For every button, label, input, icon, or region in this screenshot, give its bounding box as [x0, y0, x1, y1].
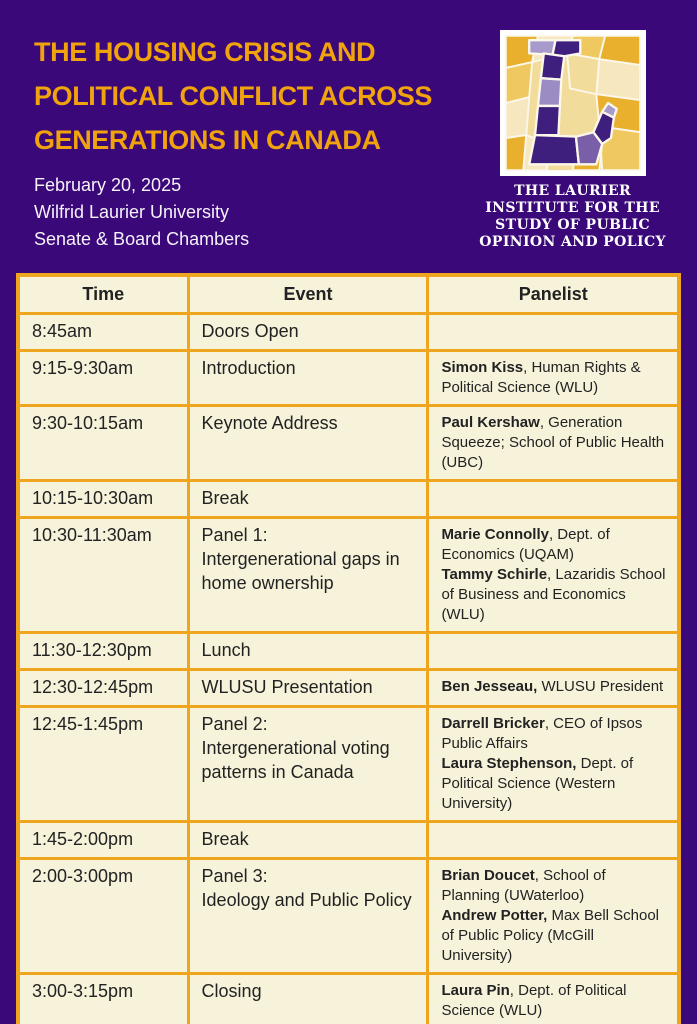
panelist-details: , Lazaridis School of Business and Economics (WLU) — [441, 566, 666, 623]
header-text-block — [34, 30, 462, 253]
event-cell — [188, 314, 428, 351]
panelist-name: Laura Pin — [441, 982, 510, 999]
institute-name — [479, 183, 666, 251]
panelist-name: Brian Doucet — [441, 867, 535, 884]
panelist-entry — [441, 866, 667, 906]
event-venue: Senate & Board Chambers — [34, 229, 250, 249]
time-cell: 1:45-2:00pm — [18, 822, 188, 859]
panelist-name: Andrew Potter, — [441, 907, 548, 924]
event-cell — [188, 707, 428, 822]
panelist-details: , Generation Squeeze; School of Public Health (UBC) — [441, 414, 665, 471]
event-line: Closing — [201, 981, 262, 1001]
panelist-entry — [441, 906, 667, 966]
table-row — [18, 859, 679, 974]
event-line: Intergenerational voting patterns in Canada — [201, 738, 390, 782]
schedule-table — [16, 273, 681, 1024]
panelist-details: , CEO of Ipsos Public Affairs — [441, 715, 643, 752]
time-cell: 2:00-3:00pm — [18, 859, 188, 974]
institute-name-line: THE LAURIER — [514, 183, 632, 199]
panelist-entry — [441, 981, 667, 1021]
event-line: Keynote Address — [201, 413, 338, 433]
table-header-row — [18, 275, 679, 314]
event-cell — [188, 633, 428, 670]
table-row — [18, 707, 679, 822]
panelist-entry — [441, 358, 667, 398]
event-location: Wilfrid Laurier University — [34, 202, 230, 222]
institute-name-line: INSTITUTE FOR THE — [485, 200, 660, 216]
time-cell: 12:30-12:45pm — [18, 670, 188, 707]
panelist-cell — [428, 518, 679, 633]
panelist-entry — [441, 565, 667, 625]
panelist-details: , Human Rights & Political Science (WLU) — [441, 359, 641, 396]
table-row — [18, 406, 679, 481]
column-header-time: Time — [18, 275, 188, 314]
event-line: Break — [201, 488, 249, 508]
title-line: THE HOUSING CRISIS AND — [34, 37, 376, 67]
event-line: Break — [201, 829, 249, 849]
event-line: Doors Open — [201, 321, 299, 341]
table-row — [18, 481, 679, 518]
event-cell — [188, 481, 428, 518]
panelist-cell — [428, 481, 679, 518]
event-line: Ideology and Public Policy — [201, 890, 412, 910]
panelist-entry — [441, 413, 667, 473]
panelist-name: Ben Jesseau, — [441, 678, 538, 695]
table-row — [18, 518, 679, 633]
event-date: February 20, 2025 — [34, 175, 182, 195]
event-cell — [188, 859, 428, 974]
event-cell — [188, 518, 428, 633]
panelist-name: Laura Stephenson, — [441, 755, 577, 772]
event-cell — [188, 406, 428, 481]
panelist-cell — [428, 351, 679, 406]
title-line: GENERATIONS IN CANADA — [34, 125, 381, 155]
panelist-details: , School of Planning (UWaterloo) — [441, 867, 606, 904]
event-line: Introduction — [201, 358, 296, 378]
time-cell: 3:00-3:15pm — [18, 974, 188, 1024]
event-line: Panel 1: — [201, 525, 268, 545]
event-cell — [188, 670, 428, 707]
table-row — [18, 822, 679, 859]
institute-name-line: STUDY OF PUBLIC — [495, 217, 651, 233]
time-cell: 10:30-11:30am — [18, 518, 188, 633]
panelist-entry — [441, 754, 667, 814]
event-line: Intergenerational gaps in home ownership — [201, 549, 400, 593]
event-cell — [188, 822, 428, 859]
table-row — [18, 974, 679, 1024]
panelist-entry — [441, 714, 667, 754]
page-title — [34, 30, 462, 162]
time-cell: 12:45-1:45pm — [18, 707, 188, 822]
panelist-entry — [441, 677, 667, 697]
event-cell — [188, 351, 428, 406]
panelist-details: WLUSU President — [537, 678, 664, 695]
column-header-event: Event — [188, 275, 428, 314]
event-cell — [188, 974, 428, 1024]
schedule-table-body — [18, 314, 679, 1024]
panelist-name: Darrell Bricker — [441, 715, 545, 732]
panelist-details: , Dept. of Economics (UQAM) — [441, 526, 610, 563]
panelist-details: Dept. of Political Science (Western University) — [441, 755, 634, 812]
panelist-cell — [428, 670, 679, 707]
panelist-details: Max Bell School of Public Policy (McGill University) — [441, 907, 660, 964]
event-line: Panel 3: — [201, 866, 268, 886]
panelist-cell — [428, 822, 679, 859]
time-cell: 11:30-12:30pm — [18, 633, 188, 670]
panelist-cell — [428, 859, 679, 974]
column-header-panelist: Panelist — [428, 275, 679, 314]
institute-logo-block — [462, 30, 683, 251]
table-row — [18, 670, 679, 707]
event-line: Panel 2: — [201, 714, 268, 734]
panelist-name: Simon Kiss — [441, 359, 524, 376]
title-line: POLITICAL CONFLICT ACROSS — [34, 81, 432, 111]
time-cell: 8:45am — [18, 314, 188, 351]
panelist-cell — [428, 406, 679, 481]
institute-name-line: OPINION AND POLICY — [479, 234, 666, 250]
event-line: WLUSU Presentation — [201, 677, 373, 697]
table-row — [18, 351, 679, 406]
time-cell: 10:15-10:30am — [18, 481, 188, 518]
panelist-name: Marie Connolly — [441, 526, 549, 543]
time-cell: 9:30-10:15am — [18, 406, 188, 481]
panelist-cell — [428, 974, 679, 1024]
event-line: Lunch — [201, 640, 251, 660]
panelist-name: Tammy Schirle — [441, 566, 548, 583]
panelist-details: , Dept. of Political Science (WLU) — [441, 982, 627, 1019]
event-details — [34, 172, 462, 253]
laurier-institute-logo-icon — [500, 30, 646, 176]
panelist-entry — [441, 525, 667, 565]
table-row — [18, 633, 679, 670]
panelist-name: Paul Kershaw — [441, 414, 540, 431]
time-cell: 9:15-9:30am — [18, 351, 188, 406]
table-row — [18, 314, 679, 351]
panelist-cell — [428, 707, 679, 822]
poster-header — [0, 0, 697, 253]
panelist-cell — [428, 633, 679, 670]
panelist-cell — [428, 314, 679, 351]
